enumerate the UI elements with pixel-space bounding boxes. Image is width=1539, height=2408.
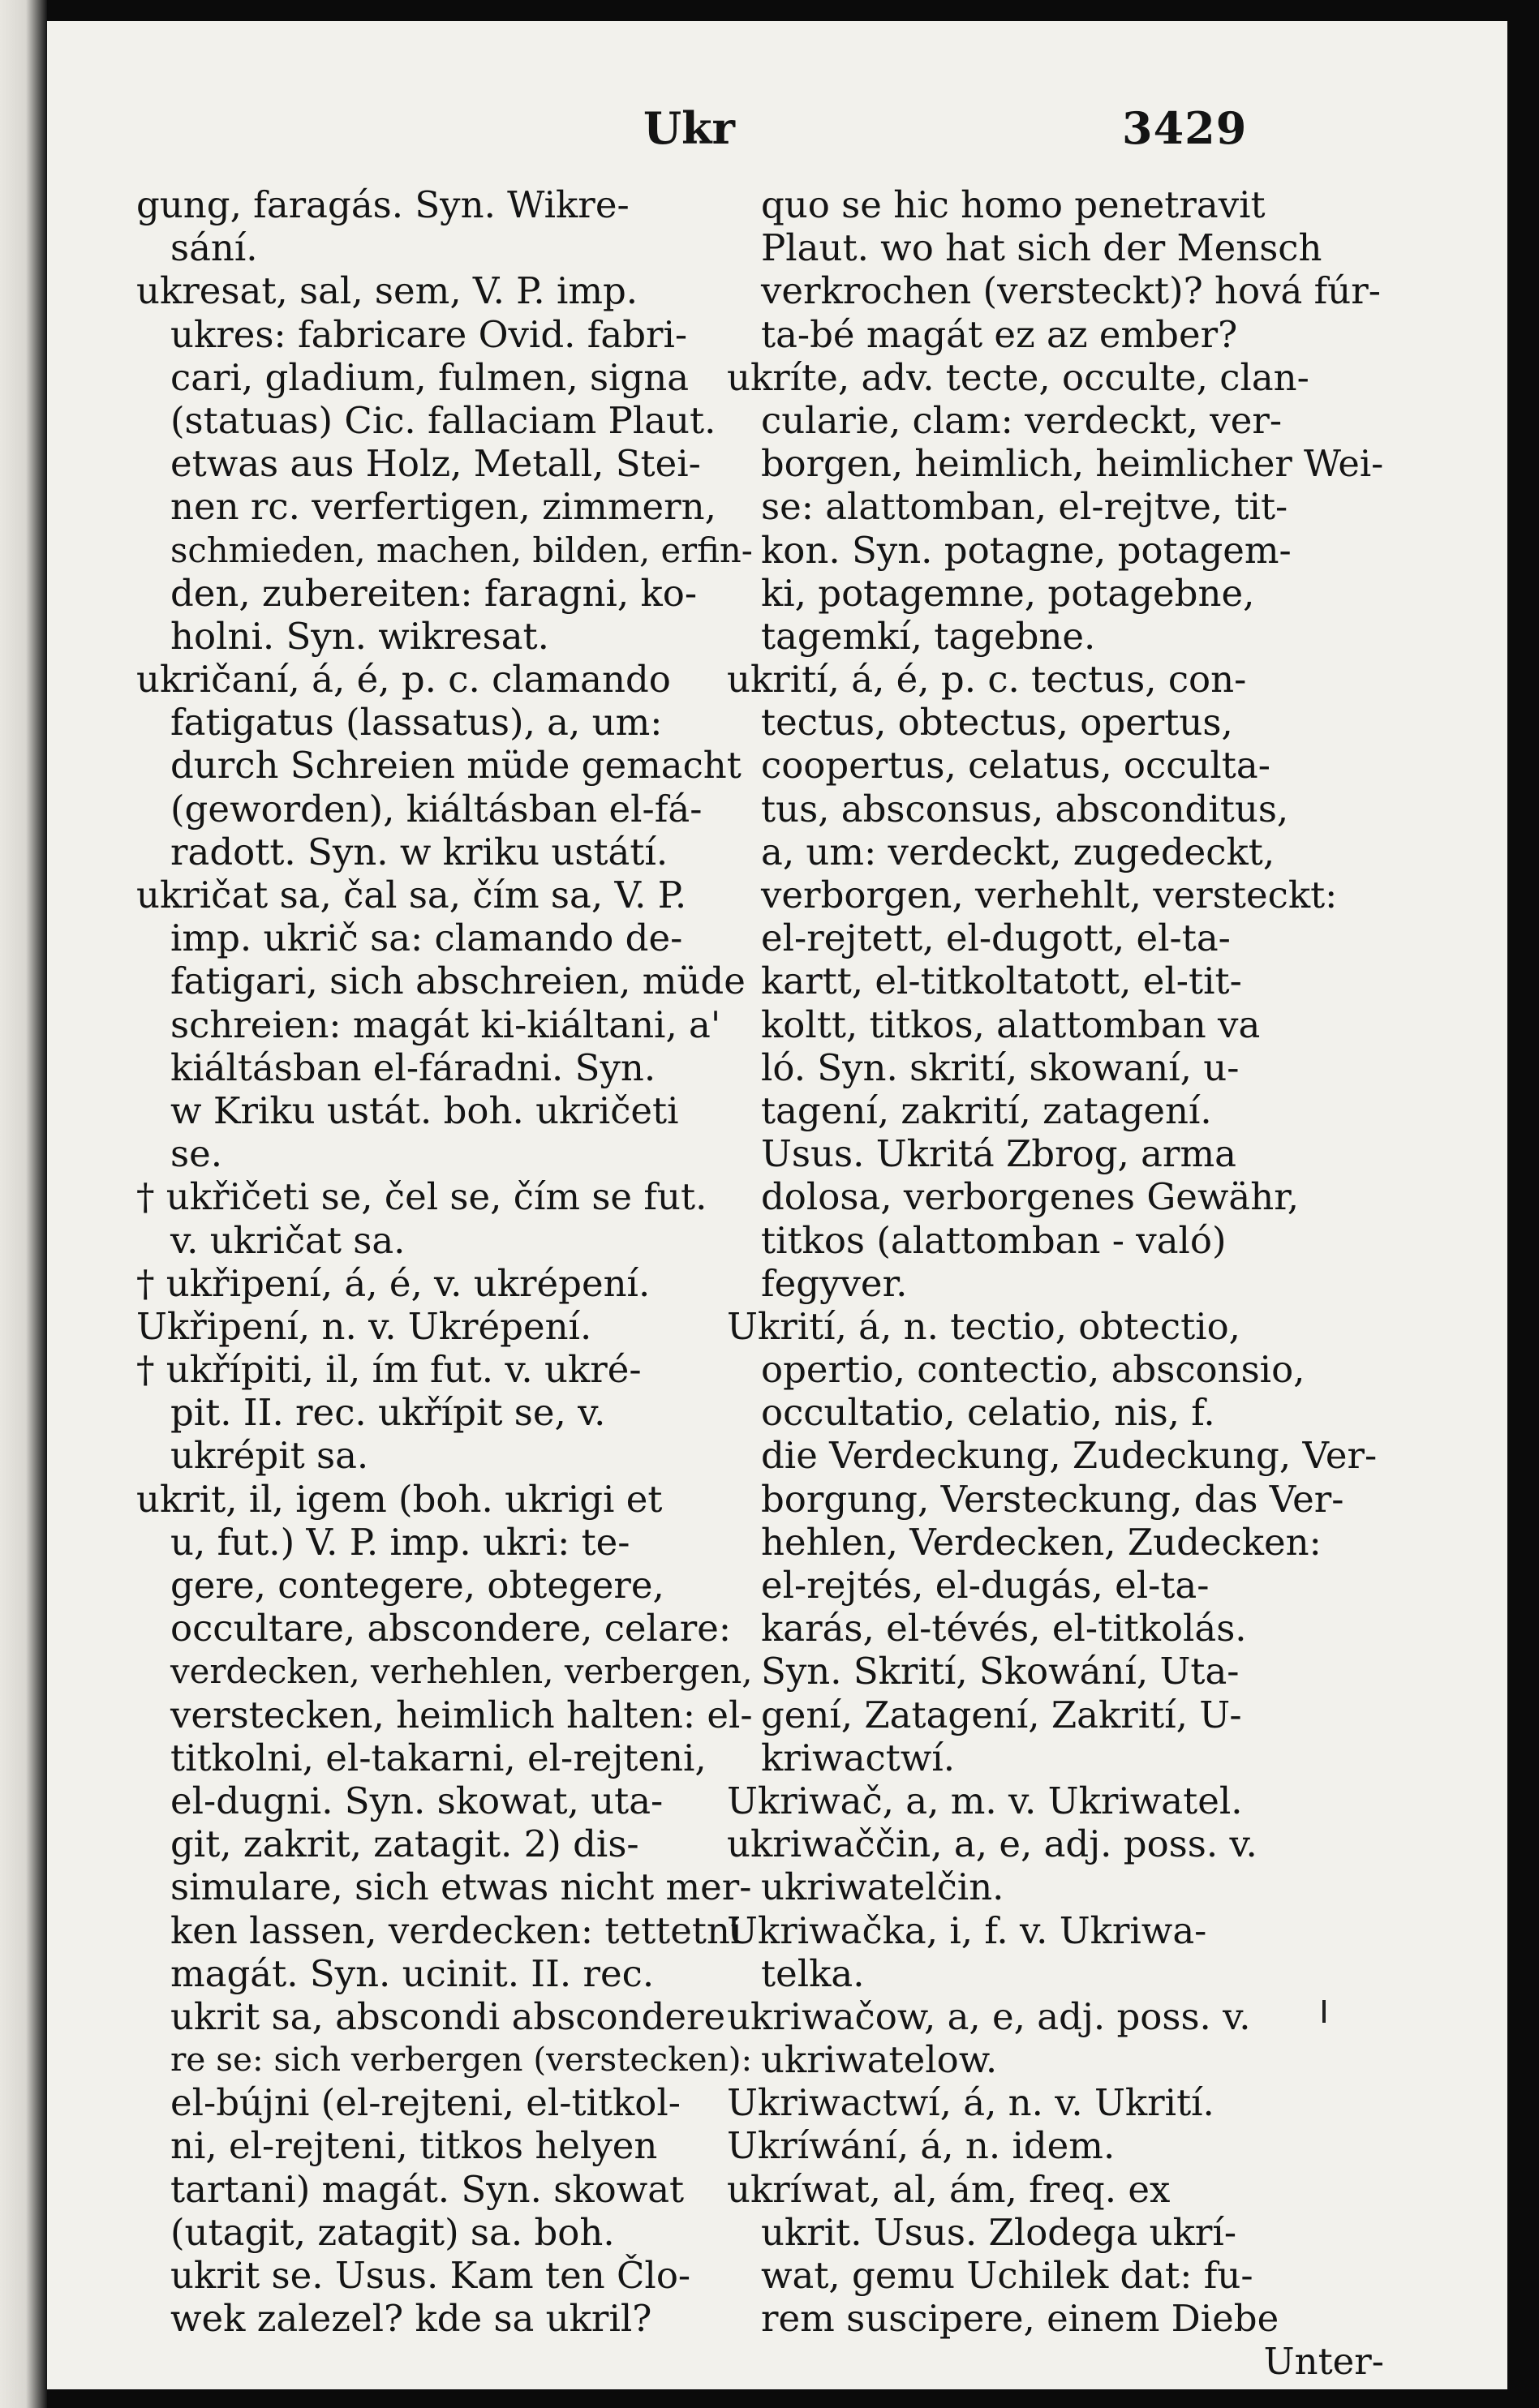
text-line: ukrépit sa. <box>170 1434 369 1478</box>
text-line: se: alattomban, el-rejtve, tit- <box>761 485 1288 529</box>
text-line: el-rejtés, el-dugás, el-ta- <box>761 1564 1210 1607</box>
text-line: tartani) magát. Syn. skowat <box>170 2167 685 2211</box>
text-line: Plaut. wo hat sich der Mensch <box>761 226 1322 270</box>
running-head-word: Ukr <box>643 102 735 154</box>
text-line: fatigari, sich abschreien, müde <box>170 959 746 1003</box>
text-line: re se: sich verbergen (verstecken): <box>170 2040 753 2080</box>
text-line: git, zakrit, zatagit. 2) dis- <box>170 1822 639 1866</box>
text-line: cularie, clam: verdeckt, ver- <box>761 398 1283 442</box>
text-line: kriwactwí. <box>761 1736 956 1779</box>
text-line: Syn. Skrití, Skowání, Uta- <box>761 1650 1240 1693</box>
text-line: ukrití, á, é, p. c. tectus, con- <box>727 658 1247 702</box>
text-line: el-rejtett, el-dugott, el-ta- <box>761 916 1231 960</box>
text-line: cari, gladium, fulmen, signa <box>170 355 690 399</box>
text-line: ukriwaččin, a, e, adj. poss. v. <box>727 1822 1257 1866</box>
text-line: v. ukričat sa. <box>170 1218 406 1262</box>
text-line: ukríte, adv. tecte, occulte, clan- <box>727 355 1309 399</box>
text-line: verkrochen (versteckt)? hová fúr- <box>761 269 1381 313</box>
text-line: gung, faragás. Syn. Wikre- <box>136 183 630 226</box>
text-line: † ukřípiti, il, ím fut. v. ukré- <box>136 1348 642 1392</box>
text-line: Ukřipení, n. v. Ukrépení. <box>136 1304 592 1348</box>
dictionary-page <box>47 21 1507 2389</box>
text-line: nen rc. verfertigen, zimmern, <box>170 485 716 529</box>
text-line: titkolni, el-takarni, el-rejteni, <box>170 1736 707 1779</box>
text-line: quo se hic homo penetravit <box>761 183 1266 226</box>
text-line: Usus. Ukritá Zbrog, arma <box>761 1132 1236 1176</box>
text-line: ukresat, sal, sem, V. P. imp. <box>136 269 638 313</box>
text-line: ukrit, il, igem (boh. ukrigi et <box>136 1477 663 1521</box>
text-line: w Kriku ustát. boh. ukričeti <box>170 1088 679 1132</box>
text-line: gení, Zatagení, Zakrití, U- <box>761 1693 1242 1736</box>
text-line: den, zubereiten: faragni, ko- <box>170 571 698 615</box>
text-line: (statuas) Cic. fallaciam Plaut. <box>170 398 716 442</box>
text-line: simulare, sich etwas nicht mer- <box>170 1865 752 1909</box>
text-line: ukriwatelow. <box>761 2038 998 2082</box>
text-line: radott. Syn. w kriku ustátí. <box>170 830 668 873</box>
text-line: holni. Syn. wikresat. <box>170 614 549 658</box>
text-line: imp. ukrič sa: clamando de- <box>170 916 683 960</box>
text-line: Ukriwač, a, m. v. Ukriwatel. <box>727 1779 1243 1822</box>
text-line: Ukrití, á, n. tectio, obtectio, <box>727 1304 1240 1348</box>
text-line: tectus, obtectus, opertus, <box>761 701 1233 745</box>
text-line: tagení, zakrití, zatagení. <box>761 1088 1212 1132</box>
right-column <box>727 183 1384 2384</box>
text-line: ukrit. Usus. Zlodega ukrí- <box>761 2210 1237 2254</box>
text-line: Ukriwačka, i, f. v. Ukriwa- <box>727 1908 1207 1952</box>
text-line: wek zalezel? kde sa ukril? <box>170 2297 652 2341</box>
previous-page-edge <box>0 0 47 2408</box>
text-line: (utagit, zatagit) sa. boh. <box>170 2210 615 2254</box>
text-line: ukrit sa, abscondi abscondere <box>170 1994 726 2038</box>
text-line: ukres: fabricare Ovid. fabri- <box>170 312 688 356</box>
text-line: Ukriwactwí, á, n. v. Ukrití. <box>727 2081 1214 2125</box>
text-line: koltt, titkos, alattomban va <box>761 1002 1261 1046</box>
text-line: wat, gemu Uchilek dat: fu- <box>761 2254 1253 2297</box>
text-line: telka. <box>761 1951 865 1995</box>
text-line: hehlen, Verdecken, Zudecken: <box>761 1520 1322 1564</box>
text-line: kon. Syn. potagne, potagem- <box>761 528 1292 572</box>
text-line: schreien: magát ki-kiáltani, a' <box>170 1002 721 1046</box>
text-line: borgung, Versteckung, das Ver- <box>761 1477 1344 1521</box>
text-line: ken lassen, verdecken: tettetni <box>170 1908 742 1952</box>
text-line: sání. <box>170 226 258 270</box>
text-line: ukričat sa, čal sa, čím sa, V. P. <box>136 873 687 916</box>
text-line: ki, potagemne, potagebne, <box>761 571 1255 615</box>
text-line: † ukřičeti se, čel se, čím se fut. <box>136 1175 707 1219</box>
text-line: borgen, heimlich, heimlicher Wei- <box>761 442 1384 486</box>
text-line: ukríwat, al, ám, freq. ex <box>727 2167 1171 2211</box>
text-line: fatigatus (lassatus), a, um: <box>170 701 663 745</box>
text-line: verstecken, heimlich halten: el- <box>170 1693 753 1736</box>
text-line: dolosa, verborgenes Gewähr, <box>761 1175 1300 1219</box>
text-line: ló. Syn. skrití, skowaní, u- <box>761 1045 1240 1089</box>
text-line: pit. II. rec. ukřípit se, v. <box>170 1391 606 1435</box>
text-line: verborgen, verhehlt, versteckt: <box>761 873 1338 916</box>
text-line: opertio, contectio, absconsio, <box>761 1348 1305 1392</box>
text-line: durch Schreien müde gemacht <box>170 744 742 788</box>
text-line: ukriwačow, a, e, adj. poss. v. <box>727 1994 1251 2038</box>
text-line: el-dugni. Syn. skowat, uta- <box>170 1779 664 1822</box>
text-line: karás, el-tévés, el-titkolás. <box>761 1607 1247 1650</box>
text-line: ukričaní, á, é, p. c. clamando <box>136 658 671 702</box>
text-line: tagemkí, tagebne. <box>761 614 1096 658</box>
text-line: fegyver. <box>761 1261 908 1305</box>
text-line: se. <box>170 1132 223 1176</box>
text-line: titkos (alattomban - való) <box>761 1218 1227 1262</box>
page-number: 3429 <box>1122 102 1248 154</box>
text-line: el-bújni (el-rejteni, el-titkol- <box>170 2081 681 2125</box>
text-line: occultatio, celatio, nis, f. <box>761 1391 1215 1435</box>
text-line: a, um: verdeckt, zugedeckt, <box>761 830 1275 873</box>
text-line: etwas aus Holz, Metall, Stei- <box>170 442 701 486</box>
text-line: ta-bé magát ez az ember? <box>761 312 1238 356</box>
text-line: (geworden), kiáltásban el-fá- <box>170 787 703 831</box>
text-line: occultare, abscondere, celare: <box>170 1607 732 1650</box>
text-line: schmieden, machen, bilden, erfin- <box>170 530 753 570</box>
text-line: kiáltásban el-fáradni. Syn. <box>170 1045 656 1089</box>
text-line: kartt, el-titkoltatott, el-tit- <box>761 959 1242 1003</box>
text-line: rem suscipere, einem Diebe <box>761 2297 1279 2341</box>
text-line: ni, el-rejteni, titkos helyen <box>170 2124 658 2168</box>
text-line: † ukřipení, á, é, v. ukrépení. <box>136 1261 651 1305</box>
text-line: coopertus, celatus, occulta- <box>761 744 1270 788</box>
text-line: magát. Syn. ucinit. II. rec. <box>170 1951 655 1995</box>
text-line: gere, contegere, obtegere, <box>170 1564 664 1607</box>
text-line: u, fut.) V. P. imp. ukri: te- <box>170 1520 630 1564</box>
left-column <box>136 183 753 2340</box>
text-line: Unter- <box>1263 2340 1384 2384</box>
margin-mark <box>1322 2000 1326 2023</box>
text-line: Ukríwání, á, n. idem. <box>727 2124 1116 2168</box>
text-line: verdecken, verhehlen, verbergen, <box>170 1651 753 1692</box>
text-line: ukrit se. Usus. Kam ten Člo- <box>170 2254 691 2297</box>
text-line: die Verdeckung, Zudeckung, Ver- <box>761 1434 1378 1478</box>
text-line: tus, absconsus, absconditus, <box>761 787 1289 831</box>
text-line: ukriwatelčin. <box>761 1865 1004 1909</box>
